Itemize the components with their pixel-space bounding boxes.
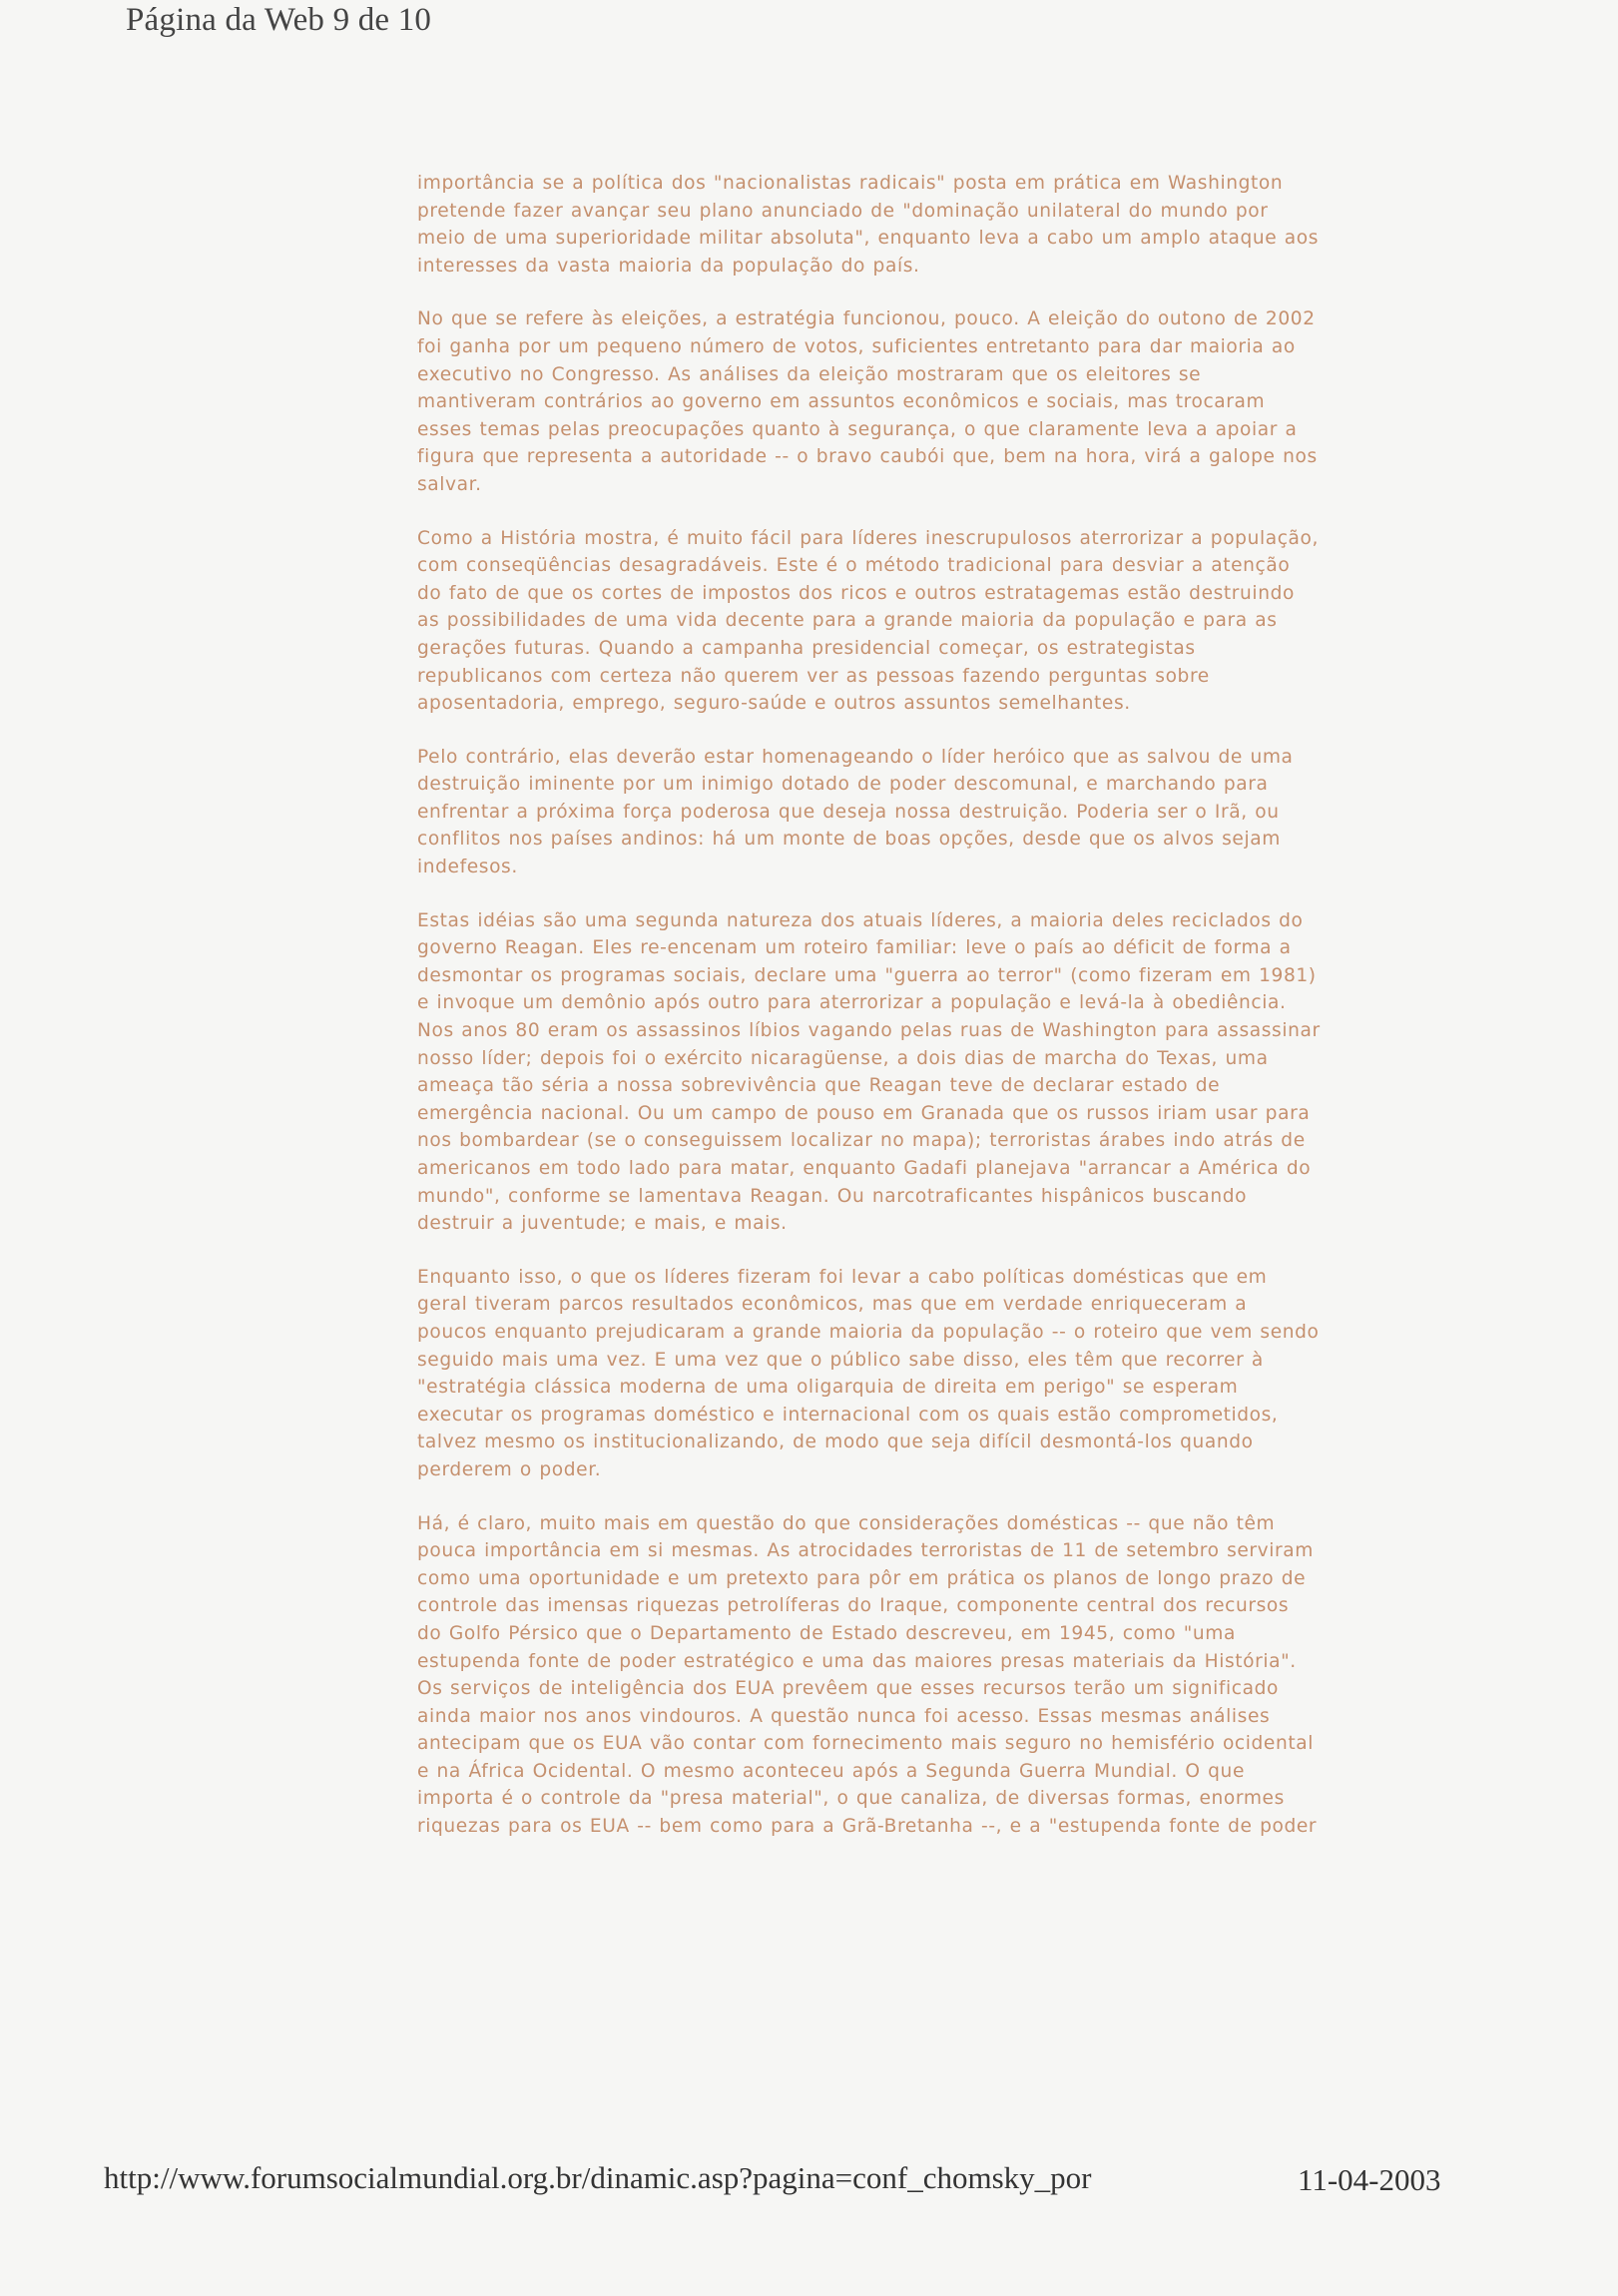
footer-date: 11-04-2003 <box>1298 2162 1441 2197</box>
paragraph: importância se a política dos "nacionalistas radicais" posta em prática em Washington pretende fazer avançar seu plano anunciado de "dominação unilateral do mundo por meio de uma superioridade militar absoluta", enquanto leva a cabo um amplo ataque aos interesses da vasta maioria da população do país. <box>417 173 1320 277</box>
paragraph: Enquanto isso, o que os líderes fizeram foi levar a cabo políticas domésticas que em geral tiveram parcos resultados econômicos, mas que em verdade enriqueceram a poucos enquanto prejudicaram a grande maioria da população -- o roteiro que vem sendo seguido mais uma vez. E uma vez que o público sabe disso, eles têm que recorrer à "estratégia clássica moderna de uma oligarquia de direita em perigo" se esperam executar os programas doméstico e internacional com os quais estão comprometidos, talvez mesmo os institucionalizando, de modo que seja difícil desmontá-los quando perderem o poder. <box>417 1266 1320 1480</box>
article-body <box>417 170 1321 1867</box>
page-header: Página da Web 9 de 10 <box>126 2 432 38</box>
footer-url: http://www.forumsocialmundial.org.br/dinamic.asp?pagina=conf_chomsky_por <box>104 2160 1092 2195</box>
paragraph: Como a História mostra, é muito fácil para líderes inescrupulosos aterrorizar a população, com conseqüências desagradáveis. Este é o método tradicional para desviar a atenção do fato de que os cortes de impostos dos ricos e outros estratagemas estão destruindo as possibilidades de uma vida decente para a grande maioria da população e para as gerações futuras. Quando a campanha presidencial começar, os estrategistas republicanos com certeza não querem ver as pessoas fazendo perguntas sobre aposentadoria, emprego, seguro-saúde e outros assuntos semelhantes. <box>417 527 1320 715</box>
paragraph: Pelo contrário, elas deverão estar homenageando o líder heróico que as salvou de uma destruição iminente por um inimigo dotado de poder descomunal, e marchando para enfrentar a próxima força poderosa que deseja nossa destruição. Poderia ser o Irã, ou conflitos nos países andinos: há um monte de boas opções, desde que os alvos sejam indefesos. <box>417 746 1294 878</box>
paragraph: No que se refere às eleições, a estratégia funcionou, pouco. A eleição do outono de 2002 foi ganha por um pequeno número de votos, suficientes entretanto para dar maioria ao executivo no Congresso. As análises da eleição mostraram que os eleitores se mantiveram contrários ao governo em assuntos econômicos e sociais, mas trocaram esses temas pelas preocupações quanto à segurança, o que claramente leva a apoiar a figura que representa a autoridade -- o bravo caubói que, bem na hora, virá a galope nos salvar. <box>417 308 1318 495</box>
paragraph: Estas idéias são uma segunda natureza dos atuais líderes, a maioria deles reciclados do governo Reagan. Eles re-encenam um roteiro familiar: leve o país ao déficit de forma a desmontar os programas sociais, declare uma "guerra ao terror" (como fizeram em 1981) e invoque um demônio após outro para aterrorizar a população e levá-la à obediência. Nos anos 80 eram os assassinos líbios vagando pelas ruas de Washington para assassinar nosso líder; depois foi o exército nicaragüense, a dois dias de marcha do Texas, uma ameaça tão séria a nossa sobrevivência que Reagan teve de declarar estado de emergência nacional. Ou um campo de pouso em Granada que os russos iriam usar para nos bombardear (se o conseguissem localizar no mapa); terroristas árabes indo atrás de americanos em todo lado para matar, enquanto Gadafi planejava "arrancar a América do mundo", conforme se lamentava Reagan. Ou narcotraficantes hispânicos buscando destruir a juventude; e mais, e mais. <box>417 909 1321 1235</box>
paragraph: Há, é claro, muito mais em questão do que considerações domésticas -- que não têm pouca importância em si mesmas. As atrocidades terroristas de 11 de setembro serviram como uma oportunidade e um pretexto para pôr em prática os planos de longo prazo de controle das imensas riquezas petrolíferas do Iraque, componente central dos recursos do Golfo Pérsico que o Departamento de Estado descreveu, em 1945, como "uma estupenda fonte de poder estratégico e uma das maiores presas materiais da História". Os serviços de inteligência dos EUA prevêem que esses recursos terão um significado ainda maior nos anos vindouros. A questão nunca foi acesso. Essas mesmas análises antecipam que os EUA vão contar com fornecimento mais seguro no hemisfério ocidental e na África Ocidental. O mesmo aconteceu após a Segunda Guerra Mundial. O que importa é o controle da "presa material", o que canaliza, de diversas formas, enormes riquezas para os EUA -- bem como para a Grã-Bretanha --, e a "estupenda fonte de poder <box>417 1512 1318 1838</box>
